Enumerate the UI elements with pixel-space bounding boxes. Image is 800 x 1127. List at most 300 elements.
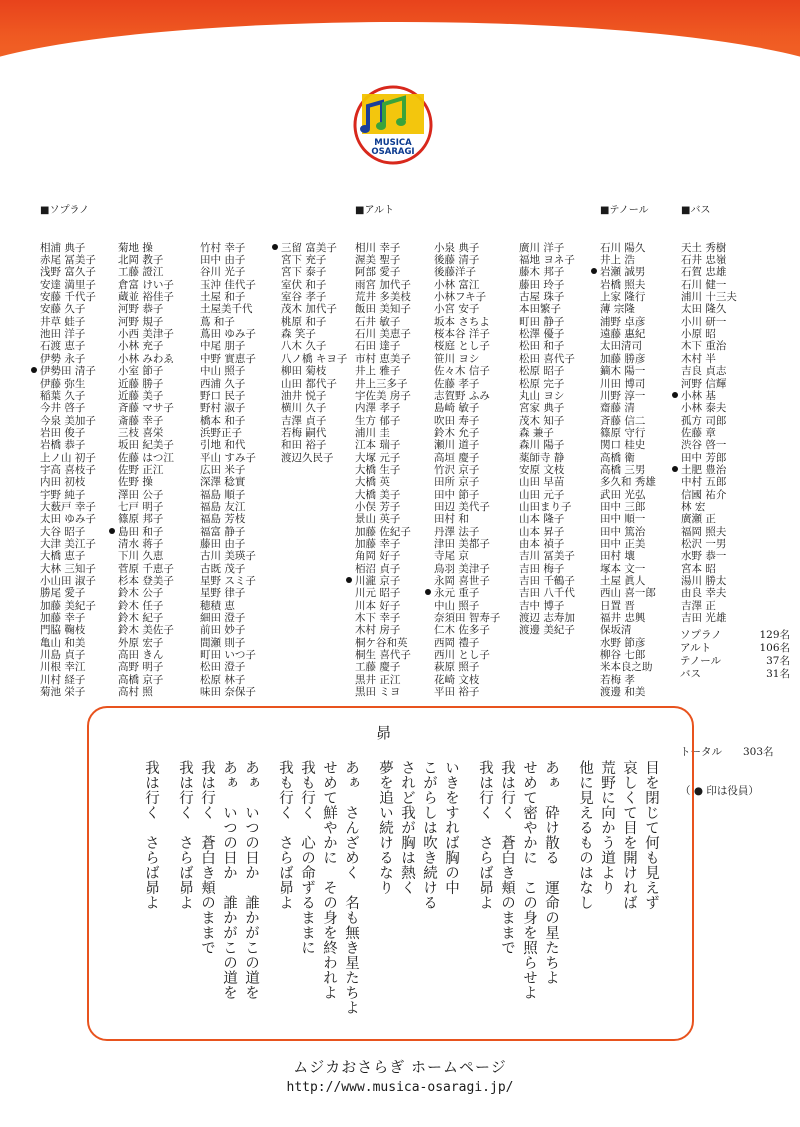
member-name: 岩瀬 誠男 <box>600 266 656 278</box>
member-name: 安原 文枝 <box>519 463 565 476</box>
member-name: 篠原 守行 <box>600 426 646 439</box>
lyric-line: 哀しくて目を開ければ <box>621 760 637 910</box>
musica-osaragi-logo <box>352 84 434 166</box>
member-name: 広田 米子 <box>200 463 246 476</box>
summary-part-count: 106名 <box>759 642 790 654</box>
member-name: 蔵並 裕佳子 <box>118 291 174 304</box>
officer-marker-icon <box>346 577 352 583</box>
member-name: 川島 貞子 <box>40 649 86 662</box>
member-name: 亀山 和美 <box>40 636 86 649</box>
member-name: 吉田 光雄 <box>681 612 727 625</box>
member-name: 池田 洋子 <box>40 328 86 341</box>
member-name: 小林 泰夫 <box>681 402 727 415</box>
member-name: 三枝 喜栄 <box>118 426 164 439</box>
member-name: 丸山 ヨシ <box>519 389 565 402</box>
member-name: 薬師寺 静 <box>519 451 565 464</box>
member-name: 水野 恭一 <box>681 550 727 563</box>
lyric-line: 他に見えるものはなし <box>577 760 593 910</box>
soprano-column-2 <box>118 180 174 711</box>
member-name: 田中 篤治 <box>600 525 646 538</box>
member-name: 田中 順一 <box>600 513 646 526</box>
member-name: 西岡 禮子 <box>434 636 480 649</box>
alto-column-1 <box>355 180 411 711</box>
member-name: 玉沖 佳代子 <box>200 278 256 291</box>
member-name: 河野 恭子 <box>118 303 164 316</box>
member-name: 奈須田 智寿子 <box>434 612 501 625</box>
member-name: 浅野 富久子 <box>40 266 96 279</box>
member-name: 田中 由子 <box>200 254 246 267</box>
member-name: 石渡 恵子 <box>40 340 86 353</box>
member-name: 桃原 和子 <box>281 315 327 328</box>
total-label: トータル <box>680 746 722 758</box>
summary-part-label: アルト <box>680 642 712 654</box>
section-heading-bass: ■バス <box>681 204 711 216</box>
member-name: 相浦 典子 <box>40 241 86 254</box>
member-name: 木村 房子 <box>355 624 401 637</box>
summary-part-count: 31名 <box>766 668 790 680</box>
officer-marker-icon <box>672 392 678 398</box>
member-name: 永元 重子 <box>434 587 500 599</box>
member-name: 佐々木 信子 <box>434 365 490 378</box>
member-name: 川野 淳一 <box>600 389 646 402</box>
member-name: 石賀 忠雄 <box>681 266 727 279</box>
member-name: 岩田 俊子 <box>40 426 86 439</box>
member-name: 森 笑子 <box>281 328 316 341</box>
member-name: 佐野 操 <box>118 476 153 489</box>
lyric-line: あぁ さんざめく 名も無き星たちよ <box>343 760 359 1015</box>
member-name: 川瀧 京子 <box>355 575 411 587</box>
lyric-line: あぁ いつの日か 誰かがこの道を <box>221 760 237 1000</box>
member-name: 蔦田 ゆみ子 <box>200 328 256 341</box>
member-name: 高垣 慶子 <box>434 451 480 464</box>
member-name: 田所 京子 <box>434 476 480 489</box>
member-name: 竹沢 京子 <box>434 463 480 476</box>
soprano-column-4 <box>281 180 347 476</box>
member-name: 高橋 衛 <box>600 451 635 464</box>
member-name: 吉田 八千代 <box>519 587 575 600</box>
member-name: 後藤洋子 <box>434 266 476 279</box>
member-name: 鈴木 紀子 <box>118 612 164 625</box>
member-name: 宮本 昭 <box>681 562 716 575</box>
tenor-column <box>600 180 656 711</box>
member-name: 相川 幸子 <box>355 241 401 254</box>
summary-total <box>680 746 790 759</box>
member-name: 吉澤 正 <box>681 599 716 612</box>
member-name: 高村 照 <box>118 686 153 699</box>
alto-column-3 <box>519 180 575 649</box>
member-name: 山本 隆子 <box>519 513 565 526</box>
member-name: 花崎 文枝 <box>434 673 480 686</box>
member-name: 仁木 佐多子 <box>434 624 490 637</box>
member-name: 浦川 圭 <box>355 426 390 439</box>
name-list <box>118 242 174 699</box>
member-name: 石川 健一 <box>681 278 727 291</box>
member-name: 後藤 清子 <box>434 254 480 267</box>
homepage-url[interactable]: http://www.musica-osaragi.jp/ <box>286 1080 514 1095</box>
member-name: 田中 正美 <box>600 537 646 550</box>
member-name: 横川 久子 <box>281 402 327 415</box>
lyric-line: 我も行く さらば昴よ <box>277 760 293 910</box>
member-name: 内田 初枝 <box>40 476 86 489</box>
member-name: 斎藤 幸子 <box>118 414 164 427</box>
member-name: 三留 富美子 <box>281 242 347 254</box>
member-name: 廣瀬 正 <box>681 513 716 526</box>
member-name: 森 兼子 <box>519 426 554 439</box>
member-name: 小西 美津子 <box>118 328 174 341</box>
member-name: 宇高 喜枝子 <box>40 463 96 476</box>
member-name: 近藤 勝子 <box>118 377 164 390</box>
member-name: 若梅 孝 <box>600 673 635 686</box>
summary-part-label: ソプラノ <box>680 629 722 641</box>
officer-marker-icon <box>31 367 37 373</box>
member-name: 引地 和代 <box>200 439 246 452</box>
member-name: 宮下 泰子 <box>281 266 327 279</box>
member-name: 桜本谷 洋子 <box>434 328 490 341</box>
member-name: 菅原 千恵子 <box>118 562 174 575</box>
member-name: 島崎 敏子 <box>434 402 480 415</box>
member-name: 宮下 充子 <box>281 254 327 267</box>
member-name: 信國 祐介 <box>681 488 727 501</box>
member-name: 丹澤 法子 <box>434 525 480 538</box>
member-name: 山田 都代子 <box>281 377 337 390</box>
member-name: 野村 淑子 <box>200 402 246 415</box>
member-name: 齋藤 清 <box>600 402 635 415</box>
lyric-line: 我も行く 心の命ずるままに <box>299 760 315 955</box>
member-name: 由本 禎子 <box>519 537 565 550</box>
alto-column-2 <box>434 180 500 711</box>
member-name: 細田 澄子 <box>200 612 246 625</box>
member-name: 太田 隆久 <box>681 303 727 316</box>
member-name: 蔦 和子 <box>200 315 235 328</box>
member-name: 渡邊 美紀子 <box>519 624 575 637</box>
member-name: 黒田 ミヨ <box>355 686 401 699</box>
summary-rows <box>680 629 790 681</box>
member-name: 渡辺 志寿加 <box>519 612 575 625</box>
member-name: 上家 隆行 <box>600 291 646 304</box>
name-list <box>519 242 575 637</box>
member-name: 多久和 秀雄 <box>600 476 656 489</box>
member-name: 前田 妙子 <box>200 624 246 637</box>
member-name: 大橋 英 <box>355 476 390 489</box>
lyrics-title: 昴 <box>376 724 392 742</box>
member-name: 川根 幸江 <box>40 661 86 674</box>
member-name: 林 宏 <box>681 500 706 513</box>
member-name: 下川 久恵 <box>118 550 164 563</box>
member-name: 内澤 孝子 <box>355 402 401 415</box>
member-name: 宇佐美 房子 <box>355 389 411 402</box>
member-name: 谷川 光子 <box>200 266 246 279</box>
member-name: 佐藤 はつ江 <box>118 451 174 464</box>
lyric-line: 我は行く 蒼白き頬のままで <box>499 760 515 955</box>
member-name: 松澤 優子 <box>519 328 565 341</box>
member-name: 飯田 美知子 <box>355 303 411 316</box>
member-name: 生方 郁子 <box>355 414 401 427</box>
member-name: 安藤 久子 <box>40 303 86 316</box>
member-name: 角岡 好子 <box>355 550 401 563</box>
member-name: 永岡 喜世子 <box>434 575 490 587</box>
member-name: 加藤 幸子 <box>355 537 401 550</box>
member-name: 太田 ゆみ子 <box>40 513 96 526</box>
lyric-line: こがらしは吹き続ける <box>421 760 437 910</box>
member-name: 菊池 栄子 <box>40 686 86 699</box>
member-name: 倉富 けい子 <box>118 278 174 291</box>
officer-marker-icon <box>591 268 597 274</box>
member-name: 桐生 喜代子 <box>355 649 411 662</box>
member-name: 小林 充子 <box>118 340 164 353</box>
name-list <box>355 242 411 699</box>
summary-row <box>680 629 790 642</box>
lyric-line: 我は行く さらば昴よ <box>143 760 159 910</box>
member-name: 水野 節彦 <box>600 636 646 649</box>
member-name: 遠藤 惠紀 <box>600 328 646 341</box>
total-count: 303名 <box>743 746 774 758</box>
member-name: 若梅 嗣代 <box>281 426 327 439</box>
member-name: 田中 三郎 <box>600 500 646 513</box>
member-name: 田中 節子 <box>434 488 480 501</box>
lyric-line: あぁ いつの日か 誰かがこの道を <box>243 760 259 1000</box>
member-name: 今泉 美加子 <box>40 414 96 427</box>
member-name: 井上 浩 <box>600 254 635 267</box>
member-name: 小宮 安子 <box>434 303 480 316</box>
member-name: 松田 和子 <box>519 340 565 353</box>
member-name: 松原 昭子 <box>519 365 565 378</box>
member-name: 佐藤 章 <box>681 426 716 439</box>
member-name: 伊藤 弥生 <box>40 377 86 390</box>
member-name: 市村 恵美子 <box>355 352 411 365</box>
lyric-line: あぁ 砕け散る 運命の星たちよ <box>543 760 559 985</box>
officer-marker-icon <box>672 466 678 472</box>
member-name: 荒井 多美枝 <box>355 291 411 304</box>
member-name: 八木 久子 <box>281 340 327 353</box>
member-name: 由良 幸夫 <box>681 587 727 600</box>
member-name: 木村 半 <box>681 352 716 365</box>
member-name: 井上 雅子 <box>355 365 401 378</box>
member-name: 柳田 菊枝 <box>281 365 327 378</box>
member-name: 伊勢田 清子 <box>40 365 96 377</box>
officer-marker-icon <box>272 244 278 250</box>
member-name: 稲葉 久子 <box>40 389 86 402</box>
member-name: 間瀬 則子 <box>200 636 246 649</box>
member-name: 藤田 玲子 <box>519 278 565 291</box>
member-name: 鏑木 陽一 <box>600 365 646 378</box>
member-name: 大橋 美子 <box>355 488 401 501</box>
member-name: 高橋 京子 <box>118 673 164 686</box>
member-name: 西山 喜一郎 <box>600 587 656 600</box>
member-name: 鈴木 美佐子 <box>118 624 174 637</box>
member-name: 島田 和子 <box>118 526 174 538</box>
member-name: 津田 美都子 <box>434 537 490 550</box>
member-name: 星野 スミ子 <box>200 575 256 587</box>
member-name: 渡辺久民子 <box>281 451 334 464</box>
member-name: 中村 五郎 <box>681 476 727 489</box>
member-name: 佐野 正江 <box>118 463 164 476</box>
member-name: 石井 忠嶺 <box>681 254 727 267</box>
member-name: 古川 美瑛子 <box>200 550 256 563</box>
member-name: 大津 美江子 <box>40 537 96 550</box>
member-name: 河野 信輝 <box>681 377 727 390</box>
member-name: 桐ケ谷和英 <box>355 636 408 649</box>
member-name: 小室 節子 <box>118 365 164 378</box>
member-name: 野口 民子 <box>200 389 246 402</box>
member-name: 宮家 典子 <box>519 402 565 415</box>
member-name: 湯川 勝太 <box>681 575 727 587</box>
member-name: 安藤 千代子 <box>40 291 96 304</box>
member-name: 保坂清 <box>600 624 632 637</box>
member-name: 鈴木 公子 <box>118 587 164 600</box>
member-name: 石田 達子 <box>355 340 401 353</box>
member-name: 米本良之助 <box>600 661 653 674</box>
member-name: 小山田 淑子 <box>40 575 96 587</box>
section-heading-soprano: ■ソプラノ <box>40 204 90 216</box>
member-name: 志賀野 ふみ <box>434 389 490 402</box>
member-name: 斉藤 マサ子 <box>118 402 174 415</box>
member-name: 鈴木 任子 <box>118 599 164 612</box>
member-name: 安達 満里子 <box>40 278 96 291</box>
member-name: 加藤 美紀子 <box>40 599 96 612</box>
member-name: 斉藤 信二 <box>600 414 646 427</box>
member-name: 田中 芳郎 <box>681 451 727 464</box>
member-name: 土屋美千代 <box>200 303 253 316</box>
member-name: 杉本 登美子 <box>118 575 174 587</box>
member-name: 浜野正子 <box>200 426 242 439</box>
member-name: 小林 基 <box>681 390 737 402</box>
member-name: 油井 悦子 <box>281 389 327 402</box>
member-name: 近藤 美子 <box>118 389 164 402</box>
member-name: 藤田 由子 <box>200 537 246 550</box>
member-name: 福井 忠興 <box>600 612 646 625</box>
member-name: 川田 博司 <box>600 377 646 390</box>
bass-column <box>681 180 737 637</box>
member-summary <box>680 603 790 811</box>
member-name: 平田 裕子 <box>434 686 480 699</box>
member-name: 大薮戸 幸子 <box>40 500 96 513</box>
member-name: 萩原 照子 <box>434 661 480 674</box>
member-name: 坂田 紀美子 <box>118 439 174 452</box>
member-name: 土肥 豊治 <box>681 464 737 476</box>
member-name: 中山 照子 <box>434 599 480 612</box>
member-name: 坂本 さちよ <box>434 315 490 328</box>
member-name: 吉田 千鶴子 <box>519 575 575 587</box>
summary-part-label: バス <box>680 668 701 680</box>
member-name: 吉中 博子 <box>519 599 565 612</box>
member-name: 中尾 朋子 <box>200 340 246 353</box>
member-name: 福島 芳枝 <box>200 513 246 526</box>
lyric-line: 荒野に向かう道より <box>599 760 615 895</box>
member-name: 井上三多子 <box>355 377 408 390</box>
officer-marker-icon <box>425 589 431 595</box>
member-name: 田村 和 <box>434 513 469 526</box>
member-name: 笹川 ヨシ <box>434 352 480 365</box>
summary-part-label: テノール <box>680 655 722 667</box>
member-name: 町田 静子 <box>519 315 565 328</box>
summary-row <box>680 668 790 681</box>
soprano-column-1 <box>40 180 96 711</box>
lyric-line: 我は行く さらば昴よ <box>177 760 193 910</box>
member-name: 篠原 邦子 <box>118 513 164 526</box>
member-name: 和田 裕子 <box>281 439 327 452</box>
member-name: 天土 秀樹 <box>681 241 727 254</box>
lyrics-body <box>75 760 695 1030</box>
member-name: 宇野 純子 <box>40 488 86 501</box>
member-name: 福島 友江 <box>200 500 246 513</box>
summary-note: （ ● 印は役員） <box>680 785 759 797</box>
member-name: 太田清司 <box>600 340 642 353</box>
member-name: 工藤 證江 <box>118 266 164 279</box>
member-name: 石井 敏子 <box>355 315 401 328</box>
member-name: 景山 英子 <box>355 513 401 526</box>
member-name: 川本 好子 <box>355 599 401 612</box>
member-name: 黒井 正江 <box>355 673 401 686</box>
logo-text-osaragi: OSARAGI <box>371 147 415 157</box>
member-name: 本田繁子 <box>519 303 561 316</box>
member-name: 松原 林子 <box>200 673 246 686</box>
member-name: 澤田 公子 <box>118 488 164 501</box>
member-name: 阿部 愛子 <box>355 266 401 279</box>
lyric-line: 目を閉じて何も見えず <box>643 760 659 910</box>
member-name: 河野 規子 <box>118 315 164 328</box>
member-name: 瀬川 道子 <box>434 439 480 452</box>
member-name: 町田 いつ子 <box>200 649 256 662</box>
member-name: 穂積 恵 <box>200 599 235 612</box>
member-name: 鳥羽 美津子 <box>434 562 490 575</box>
member-name: 工藤 慶子 <box>355 661 401 674</box>
member-name: 平山 すみ子 <box>200 451 256 464</box>
member-name: 七戸 明子 <box>118 500 164 513</box>
member-name: 岩橋 照夫 <box>600 278 646 291</box>
member-name: 勝尾 愛子 <box>40 587 86 600</box>
member-name: 西川 とし子 <box>434 649 490 662</box>
member-name: 古屋 珠子 <box>519 291 565 304</box>
member-name: 木下 重治 <box>681 340 727 353</box>
member-name: 浦野 卓彦 <box>600 315 646 328</box>
member-name: 廣川 洋子 <box>519 241 565 254</box>
member-name: 田村 壤 <box>600 550 635 563</box>
member-name: 吉田 梅子 <box>519 562 565 575</box>
member-name: 鈴木 允子 <box>434 426 480 439</box>
name-list <box>434 242 500 699</box>
member-name: 中山 照子 <box>200 365 246 378</box>
member-name: 寺尾 京 <box>434 550 469 563</box>
member-name: 石川 陽久 <box>600 241 646 254</box>
member-name: 茂木 加代子 <box>281 303 337 316</box>
member-name: 大塚 元子 <box>355 451 401 464</box>
member-name: 栢沼 貞子 <box>355 562 401 575</box>
member-name: 伊勢 永子 <box>40 352 86 365</box>
name-list <box>40 242 96 699</box>
lyric-line: 我は行く 蒼白き頬のままで <box>199 760 215 955</box>
summary-row <box>680 655 790 668</box>
member-name: 高田 きん <box>118 649 164 662</box>
member-name: 浦川 十三夫 <box>681 291 737 304</box>
member-name: 茂木 知子 <box>519 414 565 427</box>
member-name: 田辺 美代子 <box>434 500 490 513</box>
member-name: 柳谷 七郎 <box>600 649 646 662</box>
lyric-line: いきをすれば胸の中 <box>443 760 459 895</box>
member-name: 大橋 恵子 <box>40 550 86 563</box>
name-list <box>281 242 347 464</box>
member-name: 八ノ橋 キヨ子 <box>281 352 348 365</box>
member-name: 木下 幸子 <box>355 612 401 625</box>
lyric-line: せめて鮮やかに その身を終われよ <box>321 760 337 1000</box>
member-name: 外原 宏子 <box>118 636 164 649</box>
member-name: 松田 澄子 <box>200 661 246 674</box>
member-name: 藤木 邦子 <box>519 266 565 279</box>
member-name: 薄 宗隆 <box>600 303 635 316</box>
officer-marker-icon <box>109 528 115 534</box>
name-list <box>681 242 737 625</box>
member-name: 加藤 幸子 <box>40 612 86 625</box>
member-name: 大橋 生子 <box>355 463 401 476</box>
